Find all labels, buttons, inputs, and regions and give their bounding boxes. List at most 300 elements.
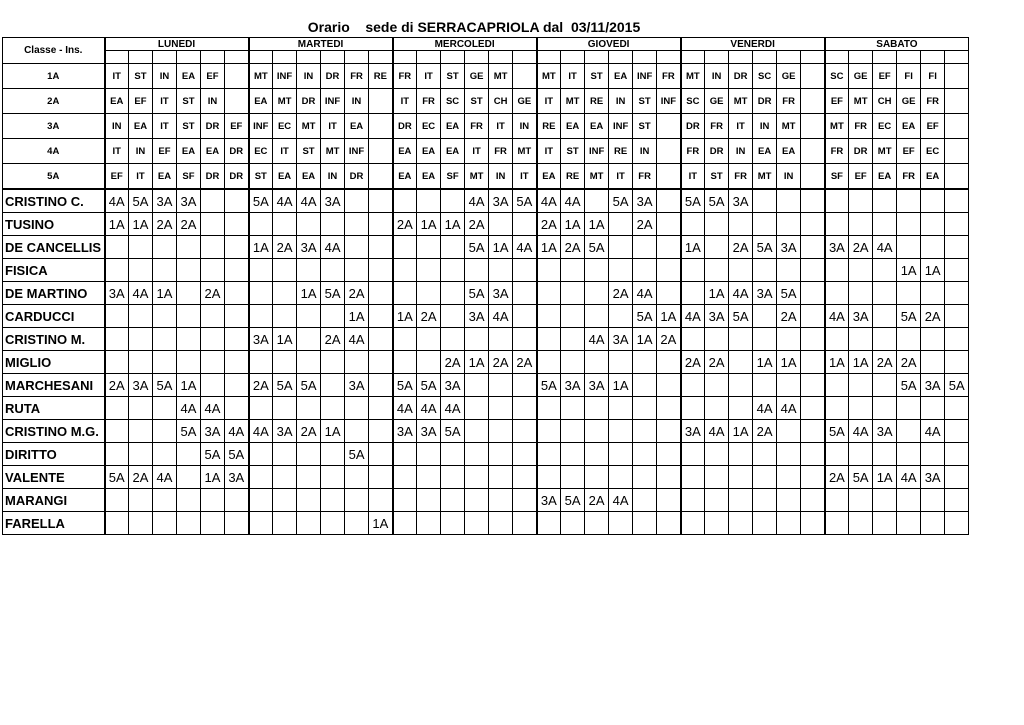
- slot-cell: [105, 259, 129, 282]
- slot-cell: 3A: [465, 305, 489, 328]
- slot-header-cell: [537, 51, 561, 64]
- slot-cell: 1A: [441, 213, 465, 236]
- slot-cell: INF: [321, 89, 345, 114]
- slot-cell: [681, 374, 705, 397]
- day-header: SABATO: [825, 38, 969, 51]
- slot-cell: FR: [393, 64, 417, 89]
- slot-cell: 4A: [321, 236, 345, 259]
- page-title: Orario sede di SERRACAPRIOLA dal 03/11/2015: [307, 19, 641, 35]
- slot-cell: INF: [585, 139, 609, 164]
- slot-header-cell: [129, 51, 153, 64]
- slot-cell: 1A: [753, 351, 777, 374]
- slot-cell: [537, 466, 561, 489]
- slot-cell: [249, 351, 273, 374]
- slot-cell: [609, 397, 633, 420]
- slot-cell: [369, 351, 393, 374]
- slot-cell: [393, 512, 417, 535]
- slot-cell: ST: [465, 89, 489, 114]
- slot-cell: [705, 213, 729, 236]
- slot-cell: IN: [129, 139, 153, 164]
- slot-cell: [369, 114, 393, 139]
- slot-cell: [489, 512, 513, 535]
- slot-cell: 2A: [537, 213, 561, 236]
- slot-cell: 4A: [153, 466, 177, 489]
- slot-cell: ST: [705, 164, 729, 190]
- slot-cell: [945, 114, 969, 139]
- slot-cell: [825, 213, 849, 236]
- slot-cell: EF: [849, 164, 873, 190]
- slot-cell: 3A: [633, 189, 657, 213]
- slot-cell: [273, 397, 297, 420]
- slot-cell: 4A: [609, 489, 633, 512]
- slot-cell: [345, 213, 369, 236]
- slot-cell: [273, 489, 297, 512]
- slot-cell: [945, 397, 969, 420]
- teacher-row-name: CARDUCCI: [3, 305, 105, 328]
- slot-cell: 5A: [897, 374, 921, 397]
- slot-cell: [321, 489, 345, 512]
- slot-cell: 4A: [585, 328, 609, 351]
- slot-cell: 3A: [201, 420, 225, 443]
- slot-cell: [297, 213, 321, 236]
- slot-cell: [585, 305, 609, 328]
- slot-cell: 5A: [201, 443, 225, 466]
- slot-cell: DR: [393, 114, 417, 139]
- slot-cell: 2A: [393, 213, 417, 236]
- slot-cell: [249, 397, 273, 420]
- slot-cell: [225, 213, 249, 236]
- slot-cell: 3A: [753, 282, 777, 305]
- slot-header-cell: [561, 51, 585, 64]
- slot-cell: [297, 443, 321, 466]
- slot-header-cell: [465, 51, 489, 64]
- slot-cell: ST: [441, 64, 465, 89]
- teacher-row-name: CRISTINO C.: [3, 189, 105, 213]
- slot-cell: MT: [537, 64, 561, 89]
- slot-cell: [801, 420, 825, 443]
- teacher-row: [3, 512, 969, 535]
- slot-cell: [705, 512, 729, 535]
- slot-cell: IN: [345, 89, 369, 114]
- slot-cell: [129, 351, 153, 374]
- teacher-row: [3, 259, 969, 282]
- slot-cell: IT: [465, 139, 489, 164]
- slot-cell: [681, 512, 705, 535]
- slot-cell: [273, 466, 297, 489]
- slot-cell: 5A: [513, 189, 537, 213]
- slot-cell: 5A: [249, 189, 273, 213]
- slot-cell: [321, 443, 345, 466]
- slot-cell: [441, 443, 465, 466]
- slot-cell: [129, 443, 153, 466]
- slot-cell: [945, 512, 969, 535]
- slot-cell: EA: [441, 114, 465, 139]
- slot-cell: [657, 213, 681, 236]
- slot-cell: FR: [825, 139, 849, 164]
- slot-cell: [873, 328, 897, 351]
- slot-cell: FR: [417, 89, 441, 114]
- slot-cell: [441, 282, 465, 305]
- slot-cell: 5A: [417, 374, 441, 397]
- slot-cell: EA: [897, 114, 921, 139]
- slot-cell: [585, 189, 609, 213]
- slot-cell: [729, 397, 753, 420]
- slot-cell: FR: [657, 64, 681, 89]
- slot-cell: 4A: [705, 420, 729, 443]
- slot-cell: [873, 374, 897, 397]
- slot-header-cell: [249, 51, 273, 64]
- slot-cell: 2A: [489, 351, 513, 374]
- slot-cell: [945, 328, 969, 351]
- slot-cell: [297, 351, 321, 374]
- slot-cell: EA: [129, 114, 153, 139]
- slot-cell: 5A: [633, 305, 657, 328]
- slot-cell: [513, 512, 537, 535]
- slot-cell: 3A: [609, 328, 633, 351]
- slot-cell: [561, 443, 585, 466]
- slot-cell: [585, 420, 609, 443]
- slot-cell: SC: [441, 89, 465, 114]
- slot-header-cell: [897, 51, 921, 64]
- slot-cell: [801, 351, 825, 374]
- slot-cell: [753, 189, 777, 213]
- slot-cell: MT: [585, 164, 609, 190]
- slot-cell: IT: [153, 89, 177, 114]
- slot-cell: [801, 397, 825, 420]
- slot-cell: 2A: [345, 282, 369, 305]
- slot-cell: [921, 282, 945, 305]
- slot-cell: 3A: [873, 420, 897, 443]
- slot-cell: [777, 443, 801, 466]
- slot-cell: [681, 259, 705, 282]
- slot-cell: [417, 489, 441, 512]
- slot-cell: SC: [681, 89, 705, 114]
- slot-cell: MT: [249, 64, 273, 89]
- slot-cell: [201, 305, 225, 328]
- slot-cell: [825, 328, 849, 351]
- slot-cell: 3A: [129, 374, 153, 397]
- slot-cell: 2A: [513, 351, 537, 374]
- slot-cell: 3A: [489, 189, 513, 213]
- slot-cell: [921, 489, 945, 512]
- slot-cell: [129, 328, 153, 351]
- slot-cell: [225, 489, 249, 512]
- slot-cell: [465, 489, 489, 512]
- slot-cell: [153, 443, 177, 466]
- slot-cell: [777, 328, 801, 351]
- slot-cell: [441, 259, 465, 282]
- slot-cell: [801, 489, 825, 512]
- slot-cell: [633, 420, 657, 443]
- slot-cell: DR: [849, 139, 873, 164]
- teacher-row: [3, 189, 969, 213]
- slot-cell: [297, 397, 321, 420]
- slot-cell: 1A: [657, 305, 681, 328]
- slot-cell: DR: [729, 64, 753, 89]
- slot-cell: [849, 397, 873, 420]
- slot-cell: [129, 236, 153, 259]
- slot-cell: EF: [873, 64, 897, 89]
- slot-cell: 4A: [417, 397, 441, 420]
- slot-cell: EC: [249, 139, 273, 164]
- slot-cell: [729, 489, 753, 512]
- slot-cell: [657, 374, 681, 397]
- slot-cell: RE: [585, 89, 609, 114]
- slot-cell: [657, 466, 681, 489]
- slot-cell: 1A: [177, 374, 201, 397]
- slot-cell: 2A: [129, 466, 153, 489]
- slot-cell: [177, 466, 201, 489]
- slot-cell: [249, 489, 273, 512]
- slot-cell: 4A: [513, 236, 537, 259]
- slot-cell: [729, 443, 753, 466]
- slot-cell: [825, 512, 849, 535]
- slot-cell: 5A: [945, 374, 969, 397]
- slot-cell: INF: [609, 114, 633, 139]
- slot-cell: [249, 305, 273, 328]
- slot-cell: 2A: [585, 489, 609, 512]
- slot-cell: IN: [201, 89, 225, 114]
- slot-cell: [225, 282, 249, 305]
- slot-cell: [729, 213, 753, 236]
- slot-cell: [681, 443, 705, 466]
- class-row-name: 4A: [3, 139, 105, 164]
- slot-cell: 1A: [129, 213, 153, 236]
- slot-cell: 4A: [489, 305, 513, 328]
- slot-cell: 3A: [921, 466, 945, 489]
- slot-cell: [513, 282, 537, 305]
- slot-cell: [225, 189, 249, 213]
- teacher-row-name: DE CANCELLIS: [3, 236, 105, 259]
- teacher-row: [3, 466, 969, 489]
- slot-cell: 2A: [849, 236, 873, 259]
- slot-cell: [801, 114, 825, 139]
- slot-cell: 3A: [489, 282, 513, 305]
- slot-cell: [465, 259, 489, 282]
- slot-cell: 1A: [489, 236, 513, 259]
- slot-cell: 2A: [753, 420, 777, 443]
- slot-cell: 1A: [201, 466, 225, 489]
- day-header: GIOVEDI: [537, 38, 681, 51]
- teacher-row: [3, 282, 969, 305]
- slot-cell: [393, 236, 417, 259]
- slot-cell: ST: [633, 114, 657, 139]
- slot-cell: 1A: [537, 236, 561, 259]
- slot-cell: [801, 164, 825, 190]
- slot-cell: EA: [561, 114, 585, 139]
- slot-cell: 2A: [921, 305, 945, 328]
- slot-cell: [225, 236, 249, 259]
- slot-cell: 1A: [777, 351, 801, 374]
- slot-cell: IT: [609, 164, 633, 190]
- slot-cell: [417, 351, 441, 374]
- slot-cell: [513, 443, 537, 466]
- slot-cell: [105, 236, 129, 259]
- slot-header-cell: [873, 51, 897, 64]
- slot-cell: 2A: [681, 351, 705, 374]
- slot-cell: IT: [153, 114, 177, 139]
- slot-cell: 4A: [633, 282, 657, 305]
- slot-cell: 5A: [681, 189, 705, 213]
- slot-cell: IT: [273, 139, 297, 164]
- slot-cell: [441, 305, 465, 328]
- teacher-row: [3, 305, 969, 328]
- slot-cell: [201, 374, 225, 397]
- slot-cell: EA: [393, 164, 417, 190]
- day-header: LUNEDI: [105, 38, 249, 51]
- slot-cell: 2A: [825, 466, 849, 489]
- slot-cell: [345, 259, 369, 282]
- slot-cell: EA: [921, 164, 945, 190]
- slot-cell: [705, 374, 729, 397]
- slot-cell: FR: [345, 64, 369, 89]
- slot-cell: 3A: [705, 305, 729, 328]
- slot-cell: [201, 236, 225, 259]
- class-row: [3, 64, 969, 89]
- slot-cell: [321, 466, 345, 489]
- slot-cell: 4A: [441, 397, 465, 420]
- slot-cell: [705, 489, 729, 512]
- slot-cell: IN: [513, 114, 537, 139]
- slot-cell: [897, 189, 921, 213]
- slot-cell: [489, 328, 513, 351]
- slot-cell: 5A: [753, 236, 777, 259]
- class-row-name: 5A: [3, 164, 105, 190]
- slot-cell: [945, 466, 969, 489]
- slot-header-cell: [489, 51, 513, 64]
- slot-cell: IT: [129, 164, 153, 190]
- slot-cell: 3A: [561, 374, 585, 397]
- slot-cell: [105, 328, 129, 351]
- slot-cell: [849, 328, 873, 351]
- slot-cell: [153, 351, 177, 374]
- slot-cell: [609, 236, 633, 259]
- slot-cell: [537, 443, 561, 466]
- slot-cell: [417, 512, 441, 535]
- slot-cell: 3A: [849, 305, 873, 328]
- slot-cell: [369, 164, 393, 190]
- slot-cell: [753, 213, 777, 236]
- slot-cell: EA: [297, 164, 321, 190]
- slot-cell: [777, 512, 801, 535]
- slot-cell: [585, 259, 609, 282]
- slot-cell: [873, 443, 897, 466]
- slot-cell: [873, 397, 897, 420]
- teacher-row-name: MIGLIO: [3, 351, 105, 374]
- slot-cell: [393, 189, 417, 213]
- day-header: MERCOLEDI: [393, 38, 537, 51]
- slot-cell: [873, 512, 897, 535]
- slot-cell: 2A: [417, 305, 441, 328]
- slot-cell: [753, 443, 777, 466]
- slot-cell: IT: [489, 114, 513, 139]
- slot-cell: [153, 397, 177, 420]
- teacher-row: [3, 489, 969, 512]
- slot-cell: [657, 443, 681, 466]
- class-row: [3, 89, 969, 114]
- slot-cell: [777, 213, 801, 236]
- slot-cell: DR: [297, 89, 321, 114]
- slot-cell: [369, 420, 393, 443]
- slot-cell: MT: [873, 139, 897, 164]
- slot-cell: 1A: [681, 236, 705, 259]
- slot-cell: EA: [609, 64, 633, 89]
- slot-cell: [537, 351, 561, 374]
- slot-cell: [777, 189, 801, 213]
- slot-cell: [705, 259, 729, 282]
- teacher-row-name: DE MARTINO: [3, 282, 105, 305]
- slot-cell: 3A: [417, 420, 441, 443]
- slot-cell: [225, 328, 249, 351]
- slot-cell: EF: [153, 139, 177, 164]
- slot-cell: [561, 305, 585, 328]
- slot-cell: 2A: [249, 374, 273, 397]
- slot-cell: [225, 89, 249, 114]
- slot-cell: GE: [705, 89, 729, 114]
- slot-cell: 4A: [465, 189, 489, 213]
- slot-cell: 1A: [873, 466, 897, 489]
- slot-cell: MT: [273, 89, 297, 114]
- slot-cell: [129, 512, 153, 535]
- slot-cell: DR: [321, 64, 345, 89]
- slot-cell: 1A: [297, 282, 321, 305]
- slot-cell: [849, 443, 873, 466]
- slot-cell: 1A: [321, 420, 345, 443]
- slot-cell: [537, 282, 561, 305]
- slot-cell: [801, 89, 825, 114]
- slot-cell: 5A: [297, 374, 321, 397]
- slot-cell: [921, 351, 945, 374]
- slot-cell: [105, 351, 129, 374]
- slot-cell: SF: [441, 164, 465, 190]
- slot-cell: [105, 512, 129, 535]
- slot-cell: 5A: [465, 282, 489, 305]
- slot-cell: [633, 466, 657, 489]
- slot-header-cell: [849, 51, 873, 64]
- teacher-row: [3, 351, 969, 374]
- slot-cell: [369, 259, 393, 282]
- slot-cell: [657, 236, 681, 259]
- slot-cell: DR: [225, 139, 249, 164]
- slot-cell: ST: [561, 139, 585, 164]
- slot-cell: [537, 305, 561, 328]
- slot-cell: [129, 489, 153, 512]
- slot-cell: 1A: [825, 351, 849, 374]
- slot-cell: [609, 259, 633, 282]
- slot-cell: [777, 374, 801, 397]
- slot-cell: [489, 374, 513, 397]
- slot-cell: 4A: [777, 397, 801, 420]
- slot-cell: [153, 512, 177, 535]
- slot-cell: EA: [345, 114, 369, 139]
- slot-cell: [561, 397, 585, 420]
- slot-header-cell: [609, 51, 633, 64]
- slot-cell: [849, 189, 873, 213]
- slot-cell: 5A: [441, 420, 465, 443]
- slot-cell: [273, 282, 297, 305]
- slot-cell: [177, 489, 201, 512]
- slot-cell: [609, 466, 633, 489]
- slot-cell: [921, 213, 945, 236]
- teacher-row-name: CRISTINO M.G.: [3, 420, 105, 443]
- slot-cell: [825, 443, 849, 466]
- slot-cell: [585, 466, 609, 489]
- slot-cell: 2A: [561, 236, 585, 259]
- slot-cell: [657, 282, 681, 305]
- slot-cell: EC: [873, 114, 897, 139]
- slot-cell: ST: [177, 114, 201, 139]
- slot-cell: [585, 443, 609, 466]
